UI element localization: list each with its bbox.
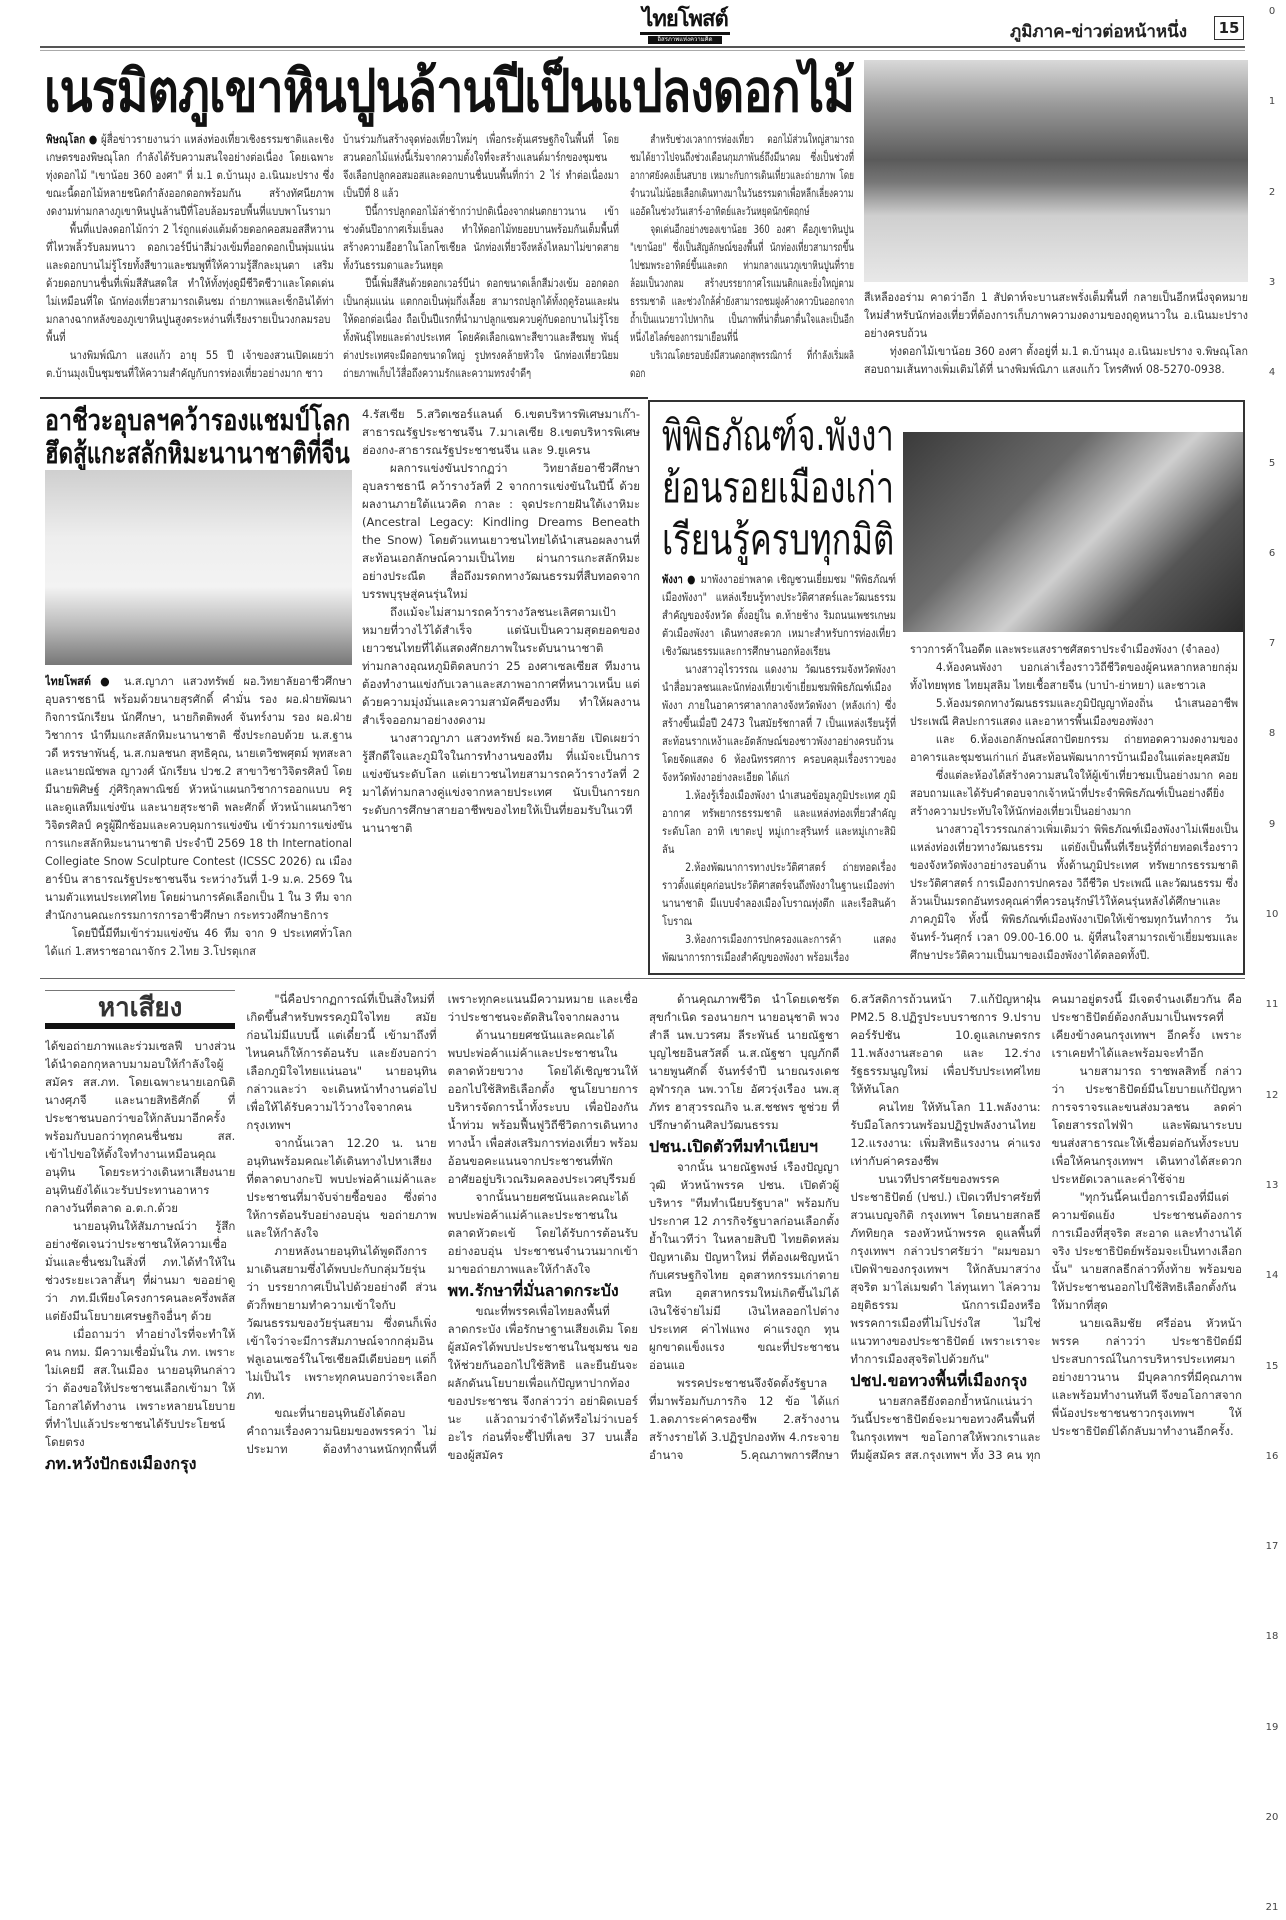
article1-column-1: พิษณุโลก ● ผู้สื่อข่าวรายงานว่า แหล่งท่องเที่ยวเชิงธรรมชาติและเชิงเกษตรของพิษณุโลก กำลังได้รับความสนใจอย่างต่อเนื่อง โดยเฉพาะทุ่งดอกไม้ "เขาน้อย 360 องศา" ที่ ม.1 ต.บ้านมุง อ.เนินมะปราง ซึ่งขณะนี้ดอกไม้หลายชนิดกำลังออกดอกพร้อมกัน สร้างทัศนียภาพงดงามท่ามกลางภูเขาหินปูนล้านปีที่โอบล้อมรอบพื้นที่แบบพาโนรามา พื้นที่แปลงดอกไม้กว่า 2 ไร่ถูกแต่งแต้มด้วยดอกคอสมอสสีหวานที่ไหวพลิ้วรับลมหนาว ดอกเวอร์บีน่าสีม่วงเข้มที่ออกดอกเป็นพุ่มแน่น และดอกบานไม่รู้โรยทั้งสีขาวและชมพูที่ให้ความรู้สึกละมุนตา เสริมด้วยดอกบานชื่นที่เพิ่มสีสันสดใส ทำให้ทั้งทุ่งดูมีชีวิตชีวาและโดดเด่นไม่เหมือนที่ใด นักท่องเที่ยวสามารถเดินชม ถ่ายภาพและเช็กอินได้ท่ามกลางฉากหลังของภูเขาหินปูนสูงตระหง่านที่เรียงรายเป็นวงกลมรอบพื้นที่ นางพิมพ์ณิภา แสงแก้ว อายุ 55 ปี เจ้าของสวนเปิดเผยว่า ต.บ้านมุงเป็นชุมชนที่ให้ความสำคัญกับการท่องเที่ยวอย่างมาก ชาว	[46, 132, 334, 380]
page-number: 15	[1214, 16, 1244, 40]
snow-sculpture-photo	[45, 470, 352, 665]
ruler-mark: 3	[1268, 276, 1276, 288]
paragraph: ขณะที่นายอนุทินยังได้ตอบคำถามเรื่องความนิยมของพรรคว่า ไม่ประมาท ต้องทำงานหนักทุกพื้นที่ เพราะทุกคะแนนมีความหมาย และเชื่อว่าประชาชนจะตัดสินใจจากผลงาน	[246, 992, 638, 1456]
article2-column-2: 4.รัสเซีย 5.สวิตเซอร์แลนด์ 6.เขตบริหารพิเศษมาเก๊า-สาธารณรัฐประชาชนจีน 7.มาเลเซีย 8.เขตบริหารพิเศษฮ่องกง-สาธารณรัฐประชาชนจีน และ 9.ยูเครน ผลการแข่งขันปรากฏว่า วิทยาลัยอาชีวศึกษาอุบลราชธานี คว้ารางวัลที่ 2 จากการแข่งขันในปีนี้ ด้วยผลงานภายใต้แนวคิด กาละ : จุดประกายฝันใต้เงาหิมะ (Ancestral Legacy: Kindling Dreams Beneath the Snow) โดยตัวแทนเยาวชนไทยได้นำเสนอผลงานที่สะท้อนเอกลักษณ์ความเป็นไทย ผ่านการแกะสลักหิมะอย่างประณีต สื่อถึงมรดกทางวัฒนธรรมที่สืบทอดจากบรรพบุรุษสู่คนรุ่นใหม่ ถึงแม้จะไม่สามารถคว้ารางวัลชนะเลิศตามเป้าหมายที่วางไว้ได้สำเร็จ แต่นับเป็นความสุดยอดของเยาวชนไทยที่ได้แสดงศักยภาพในระดับนานาชาติ ท่ามกลางอุณหภูมิติดลบกว่า 25 องศาเซลเซียส ทีมงานต้องทำงานแข่งกับเวลาและสภาพอากาศที่หนาวเหน็บ แต่ด้วยความมุ่งมั่นและความสามัคคีของทีม ทำให้ผลงานสำเร็จออกมาอย่างงดงาม นางสาวญาภา แสวงทรัพย์ ผอ.วิทยาลัย เปิดเผยว่า รู้สึกดีใจและภูมิใจในการทำงานของทีม ที่แม้จะเป็นการแข่งขันระดับโลก แต่เยาวชนไทยสามารถคว้ารางวัลที่ 2 มาได้ท่ามกลางคู่แข่งจากหลายประเทศ นับเป็นการยกระดับการศึกษาสายอาชีพของไทยให้เป็นที่ยอมรับในเวทีนานาชาติ	[362, 407, 640, 835]
subheading: ภท.หวังปักธงเมืองกรุง	[45, 1454, 197, 1473]
paragraph: "ทุกวันนี้คนเบื่อการเมืองที่มีแต่ความขัดแย้ง ประชาชนต้องการการเมืองที่สุจริต สะอาด และทำงานได้จริง ประชาธิปัตย์พร้อมจะเป็นทางเลือกนั้น" นายสกลธีกล่าวทิ้งท้าย พร้อมขอให้ประชาชนออกไปใช้สิทธิเลือกตั้งกันให้มากที่สุด	[1051, 1190, 1242, 1312]
subheading: ปชป.ขอทวงพื้นที่เมืองกรุง	[850, 1371, 1028, 1390]
article1-column-2: บ้านร่วมกันสร้างจุดท่องเที่ยวใหม่ๆ เพื่อกระตุ้นเศรษฐกิจในพื้นที่ โดยสวนดอกไม้แห่งนี้เริ่มจากความตั้งใจที่จะสร้างแลนด์มาร์กของชุมชน จึงเลือกปลูกคอสมอสและดอกบานชื่นบนพื้นที่กว่า 2 ไร่ ทำต่อเนื่องมาเป็นปีที่ 8 แล้ว ปีนี้การปลูกดอกไม้ล่าช้ากว่าปกติเนื่องจากฝนตกยาวนาน เข้าช่วงต้นปีอากาศเริ่มเย็นลง ทำให้ดอกไม้ทยอยบานพร้อมกันเต็มพื้นที่ สร้างความฮือฮาในโลกโซเชียล นักท่องเที่ยวจึงหลั่งไหลมาไม่ขาดสายทั้งวันธรรมดาและวันหยุด ปีนี้เพิ่มสีสันด้วยดอกเวอร์บีน่า ดอกขนาดเล็กสีม่วงเข้ม ออกดอกเป็นกลุ่มแน่น แตกกอเป็นพุ่มกึ่งเลื้อย สามารถปลูกได้ทั้งฤดูร้อนและฝน ให้ดอกต่อเนื่อง ถือเป็นปีแรกที่นำมาปลูกแซมควบคู่กับดอกบานไม่รู้โรยทั้งพันธุ์ไทยและต่างประเทศ โดยคัดเลือกเฉพาะสีขาวและสีชมพู พันธุ์ต่างประเทศจะมีดอกขนาดใหญ่ รูปทรงคล้ายหัวใจ นักท่องเที่ยวนิยมถ่ายภาพเก็บไว้สื่อถึงความรักและความทรงจำดีๆ	[343, 132, 619, 380]
subheading: พท.รักษาที่มั่นลาดกระบัง	[447, 1281, 619, 1300]
ruler-mark: 15	[1265, 1360, 1279, 1372]
ruler-mark: 18	[1265, 1631, 1279, 1643]
paragraph: "นี่คือปรากฏการณ์ที่เป็นสิ่งใหม่ที่เกิดขึ้นสำหรับพรรคภูมิใจไทย สมัยก่อนไม่มีแบบนี้ แต่เดี๋ยวนี้ เข้ามาถึงที่ไหนคนก็ให้การต้อนรับ และยังบอกว่าเลือกภูมิใจไทยแน่นอน" นายอนุทินกล่าวและว่า จะเดินหน้าทำงานต่อไปเพื่อให้ได้รับความไว้วางใจจากคนกรุงเทพฯ	[246, 992, 437, 1132]
article1-column-3: สำหรับช่วงเวลาการท่องเที่ยว ดอกไม้ส่วนใหญ่สามารถชมได้ยาวไปจนถึงช่วงเดือนกุมภาพันธ์ถึงมีนาคม ซึ่งเป็นช่วงที่อากาศยังคงเย็นสบาย เหมาะกับการเดินเที่ยวและถ่ายภาพ โดยจำนวนไม่น้อยเลือกเดินทางมาในวันธรรมดาเพื่อหลีกเลี่ยงความแออัดในช่วงวันเสาร์-อาทิตย์และวันหยุดนักขัตฤกษ์ จุดเด่นอีกอย่างของเขาน้อย 360 องศา คือภูเขาหินปูน "เขาน้อย" ซึ่งเป็นสัญลักษณ์ของพื้นที่ นักท่องเที่ยวสามารถขึ้นไปชมพระอาทิตย์ขึ้นและตก ท่ามกลางแนวภูเขาหินปูนที่รายล้อมเป็นวงกลม สร้างบรรยากาศโรแมนติกและยิ่งใหญ่ตามธรรมชาติ และช่วงใกล้ค่ำยังสามารถชมฝูงค้างคาวบินออกจากถ้ำเป็นแนวยาวไปหากิน เป็นภาพที่น่าตื่นตาตื่นใจและเป็นอีกหนึ่งไฮไลต์ของการมาเยือนที่นี่ บริเวณโดยรอบยังมีสวนดอกสุพรรณิการ์ ที่กำลังเริ่มผลิดอก	[630, 132, 854, 380]
campaign-news-columns	[45, 990, 1242, 1910]
ruler-mark: 6	[1268, 547, 1276, 559]
article-divider	[40, 397, 648, 399]
ruler-mark: 19	[1265, 1721, 1279, 1733]
ruler-mark: 21	[1265, 1902, 1279, 1914]
paragraph: จากนั้น นายณัฐพงษ์ เรืองปัญญาวุฒิ หัวหน้าพรรค ปชน. เปิดตัวผู้บริหาร "ทีมทำเนียบรัฐบาล" พร้อมกับประกาศ 12 ภารกิจรัฐบาลก่อนเลือกตั้ง ย้ำในเวทีว่า ในหลายสิบปี ไทยติดหล่มปัญหาเดิม ปัญหาใหม่ ที่ต้องเผชิญหน้ากับเศรษฐกิจไทย อุตสาหกรรมเก่าตายสนิท อุตสาหกรรมใหม่เกิดขึ้นไม่ได้ เงินใช้จ่ายไม่มี เงินไหลออกไปต่างประเทศ ค่าไฟแพง ค่าแรงถูก ทุนผูกขาดแข็งแรง ขณะที่ประชาชนอ่อนแอ	[648, 1160, 840, 1372]
ruler-mark: 11	[1265, 999, 1279, 1011]
header-rule-thin	[40, 50, 1245, 51]
newspaper-logo: ไทยโพสต์ อิสรภาพแห่งความคิด	[640, 8, 730, 44]
ruler-mark: 20	[1265, 1812, 1279, 1823]
article3-column-2: ราวการค้าในอดีต และพระแสงราชศัสตราประจำเมืองพังงา (จำลอง) 4.ห้องคนพังงา บอกเล่าเรื่องราววิถีชีวิตของผู้คนหลากหลายกลุ่ม ทั้งไทยพุทธ ไทยมุสลิม ไทยเชื้อสายจีน (บาบ๋า-ย่าหยา) และชาวเล 5.ห้องมรดกทางวัฒนธรรมและภูมิปัญญาท้องถิ่น นำเสนออาชีพ ประเพณี ศิลปะการแสดง และอาหารพื้นเมืองของพังงา และ 6.ห้องเอกลักษณ์สถาปัตยกรรม ถ่ายทอดความงดงามของอาคารและชุมชนเก่าแก่ อันสะท้อนพัฒนาการบ้านเมืองในแต่ละยุคสมัย ซึ่งแต่ละห้องได้สร้างความสนใจให้ผู้เข้าเที่ยวชมเป็นอย่างมาก คอยสอบถามและได้รับคำตอบจากเจ้าหน้าที่ประจำพิพิธภัณฑ์เป็นอย่างดียิ่ง สร้างความประทับใจให้นักท่องเที่ยวเป็นอย่างมาก นางสาวอุไรวรรณกล่าวเพิ่มเติมว่า พิพิธภัณฑ์เมืองพังงาไม่เพียงเป็นแหล่งท่องเที่ยวทางวัฒนธรรม แต่ยังเป็นพื้นที่เรียนรู้ที่ถ่ายทอดเรื่องราวของจังหวัดพังงาอย่างรอบด้าน ทั้งด้านภูมิประเทศ ทรัพยากรธรรมชาติ ประวัติศาสตร์ การเมืองการปกครอง วิถีชีวิต ประเพณี และวัฒนธรรม ซึ่งล้วนเป็นมรดกอันทรงคุณค่าที่ควรอนุรักษ์ไว้ให้คนรุ่นหลังได้ศึกษาและภาคภูมิใจ ทั้งนี้ พิพิธภัณฑ์เมืองพังงาเปิดให้เข้าชมทุกวันทำการ วันจันทร์-วันศุกร์ เวลา 09.00-16.00 น. ผู้ที่สนใจสามารถเข้าเยี่ยมชมและศึกษาประวัติความเป็นมาของเมืองพังงาได้ตลอดทั้งปี.	[910, 642, 1238, 962]
section-divider	[40, 978, 1245, 979]
paragraph: ภายหลังนายอนุทินได้พูดถึงการมาเดินสยามซึ่งได้พบปะกับกลุ่มวัยรุ่นว่า บรรยากาศเป็นไปด้วยอย่างดี ส่วนตัวก็พยายามทำความเข้าใจกับวัฒนธรรมของวัยรุ่นสยาม ซึ่งตนก็เพิ่งเข้าใจว่าจะมีการสัมภาษณ์จากกลุ่มอินฟลูเอนเซอร์ในโซเชียลมีเดียบ่อยๆ แต่ก็ไม่เป็นไร เพราะทุกคนบอกว่าจะเลือก ภท.	[246, 1244, 437, 1402]
campaign-section-header: หาเสียง	[45, 990, 235, 1029]
ruler-mark: 0	[1268, 6, 1276, 17]
ruler-mark: 9	[1268, 818, 1276, 830]
ruler-mark: 1	[1268, 96, 1276, 108]
paragraph: นายเฉลิมชัย ศรีอ่อน หัวหน้าพรรค กล่าวว่า ประชาธิปัตย์มีประสบการณ์ในการบริหารประเทศมาอย่างยาวนาน มีบุคลากรที่มีคุณภาพและพร้อมทำงานทันที จึงขอโอกาสจากพี่น้องประชาชนชาวกรุงเทพฯ ให้ประชาธิปัตย์ได้กลับมาทำงานอีกครั้ง.	[1051, 1316, 1242, 1438]
header-rule	[40, 46, 1245, 48]
ruler-mark: 14	[1265, 1270, 1279, 1282]
subheading: ปชน.เปิดตัวทีมทำเนียบฯ	[648, 1137, 818, 1156]
ruler-mark: 2	[1268, 186, 1276, 198]
paragraph: ด้านคุณภาพชีวิต นำโดยเดชรัต สุขกำเนิด รองนายกฯ นายอนุชาติ พวงสำลี นพ.บวรศม ลีระพันธ์ นายณัฐชา บุญไชยอินสวัสดิ์ น.ส.ณัฐชา บุญภักดี นายพูนศักดิ์ จันทร์จำปี นายณรงเดช อุฬารกุล นพ.วาโย อัศวรุ่งเรือง นพ.สุภัทร ฮาสุวรรณกิจ น.ส.ชชพร ชูช่วย ที่ปรึกษาด้านศิลปวัฒนธรรม	[648, 992, 840, 1132]
ruler-mark: 10	[1265, 909, 1279, 920]
ruler-mark: 8	[1268, 728, 1276, 740]
ruler-mark: 17	[1265, 1541, 1279, 1553]
article1-headline: เนรมิตภูเขาหินปูนล้านปีเป็นแปลงดอกไม้	[44, 57, 855, 125]
paragraph: ด้านนายยศชนันและคณะได้พบปะพ่อค้าแม่ค้าและประชาชนในตลาดห้วยขวาง โดยได้เชิญชวนให้ออกไปใช้สิทธิเลือกตั้ง ชูนโยบายการบริหารจัดการน้ำทั้งระบบ เพื่อป้องกันน้ำท่วม พร้อมฟื้นฟูวิถีชีวิตการเดินทางทางน้ำ เพื่อส่งเสริมการท่องเที่ยว พร้อมอ้อนขอคะแนนจากประชาชนที่พักอาศัยอยู่บริเวณริมคลองประเวศบุรีรมย์	[447, 1028, 638, 1186]
paragraph: จากนั้นเวลา 12.20 น. นายอนุทินพร้อมคณะได้เดินทางไปหาเสียงที่ตลาดบางกะปิ พบปะพ่อค้าแม่ค้าและประชาชนที่มาจับจ่ายซื้อของ ซึ่งต่างให้การต้อนรับอย่างอบอุ่น ขอถ่ายภาพและให้กำลังใจ	[246, 1136, 437, 1240]
paragraph: เมื่อถามว่า ทำอย่างไรที่จะทำให้คน กทม. มีความเชื่อมั่นใน ภท. เพราะไม่เคยมี สส.ในเมือง นายอนุทินกล่าวว่า ต้องขอให้ประชาชนเลือกเข้ามา ให้โอกาสได้ทำงาน เพราะหลายนโยบายที่ทำไปแล้วประชาชนได้รับประโยชน์โดยตรง	[45, 1327, 236, 1449]
ruler-mark: 12	[1265, 1089, 1279, 1101]
article3-column-1: พังงา ● มาพังงาอย่าพลาด เชิญชวนเยี่ยมชม "พิพิธภัณฑ์เมืองพังงา" แหล่งเรียนรู้ทางประวัติศาสตร์และวัฒนธรรมสำคัญของจังหวัด ตั้งอยู่ใน ต.ท้ายช้าง ริมถนนเพชรเกษม ตัวเมืองพังงา เดินทางสะดวก เหมาะสำหรับการท่องเที่ยวเชิงวัฒนธรรมและการศึกษานอกห้องเรียน นางสาวอุไรวรรณ แดงงาม วัฒนธรรมจังหวัดพังงา นำสื่อมวลชนและนักท่องเที่ยวเข้าเยี่ยมชมพิพิธภัณฑ์เมืองพังงา ภายในอาคารศาลากลางจังหวัดพังงา (หลังเก่า) ซึ่งสร้างขึ้นเมื่อปี 2473 ในสมัยรัชกาลที่ 7 เป็นแหล่งเรียนรู้ที่สะท้อนรากเหง้าและอัตลักษณ์ของชาวพังงาอย่างครบถ้วน โดยจัดแสดง 6 ห้องนิทรรศการ ครอบคลุมเรื่องราวของจังหวัดพังงาอย่างละเอียด ได้แก่ 1.ห้องรู้เรื่องเมืองพังงา นำเสนอข้อมูลภูมิประเทศ ภูมิอากาศ ทรัพยากรธรรมชาติ และแหล่งท่องเที่ยวสำคัญระดับโลก อาทิ เขาตะปู หมู่เกาะสุรินทร์ และหมู่เกาะสิมิลัน 2.ห้องพัฒนาการทางประวัติศาสตร์ ถ่ายทอดเรื่องราวตั้งแต่ยุคก่อนประวัติศาสตร์จนถึงพังงาในฐานะเมืองท่านานาชาติ มีแบบจำลองเมืองโบราณทุ่งตึก และเรือสินค้าโบราณ 3.ห้องการเมืองการปกครองและการค้า แสดงพัฒนาการการเมืองสำคัญของพังงา พร้อมเรื่อง	[662, 572, 896, 964]
paragraph: นายสกลธียังตอกย้ำหนักแน่นว่า วันนี้ประชาธิปัตย์จะมาขอทวงคืนพื้นที่ในกรุงเทพฯ ขอโอกาสให้พวกเราและทีมผู้สมัคร สส.กรุงเทพฯ ทั้ง 33 คน ทุกคนมาอยู่ตรงนี้ มีเจตจำนงเดียวกัน คือ ประชาธิปัตย์ต้องกลับมาเป็นพรรคที่เคียงข้างคนกรุงเทพฯ อีกครั้ง เพราะเราเคยทำได้และพร้อมจะทำอีก	[850, 992, 1242, 1462]
ruler-mark: 4	[1268, 367, 1276, 379]
ruler-mark: 13	[1265, 1179, 1279, 1191]
paragraph: นายอนุทินให้สัมภาษณ์ว่า รู้สึกอย่างชัดเจนว่าประชาชนให้ความเชื่อมั่นและชื่นชมในสิ่งที่ ภท.ได้ทำให้ในช่วงระยะเวลาสั้นๆ ที่ผ่านมา ขออย่าดูว่า ภท.มีเพียงโครงการคนละครึ่งพลัส แต่ยังมีนโยบายเศรษฐกิจอื่นๆ ด้วย	[45, 1219, 236, 1323]
paragraph: นายสามารถ ราชพลสิทธิ์ กล่าวว่า ประชาธิปัตย์มีนโยบายแก้ปัญหาการจราจรและขนส่งมวลชน ลดค่าโดยสารรถไฟฟ้า และพัฒนาระบบขนส่งสาธารณะให้เชื่อมต่อกันทั้งระบบ เพื่อให้คนกรุงเทพฯ เดินทางได้สะดวก ประหยัดเวลาและค่าใช้จ่าย	[1051, 1064, 1242, 1186]
ruler-mark: 5	[1268, 457, 1276, 469]
ruler-mark: 7	[1268, 638, 1276, 650]
paragraph: ขณะที่พรรคเพื่อไทยลงพื้นที่ลาดกระบัง เพื่อรักษาฐานเสียงเดิม โดยผู้สมัครได้พบปะประชาชนในชุมชน ขอให้ช่วยกันออกไปใช้สิทธิ และยืนยันจะผลักดันนโยบายเพื่อแก้ปัญหาปากท้องของประชาชน จึงกล่าวว่า อย่าผิดเบอร์นะ แล้วถามว่าจำได้หรือไม่ว่าเบอร์อะไร ก่อนที่จะชี้ไปที่เลข 37 บนเสื้อของผู้สมัคร	[447, 1304, 638, 1462]
ruler-mark: 16	[1265, 1450, 1279, 1462]
article2-headline: อาชีวะอุบลฯคว้ารองแชมป์โลก ฮึดสู้แกะสลักหิมะนานาชาติที่จีน	[45, 403, 351, 470]
article3-headline: พิพิธภัณฑ์จ.พังงา ย้อนรอยเมืองเก่า เรียนรู้ครบทุกมิติ	[662, 411, 895, 564]
paragraph: ได้ขอถ่ายภาพและร่วมเซลฟี บางส่วนได้นำดอกกุหลาบมามอบให้กำลังใจผู้สมัคร สส.ภท. โดยเฉพาะนายเอกนิติ นางศุภจี และนายสิทธิศักดิ์ ที่ประชาชนบอกว่าขอให้กลับมาอีกครั้ง พร้อมกับบอกว่าทุกคนชื่นชม สส. เข้าไปขอให้ตั้งใจทำงานเหมือนคุณอนุทิน โดยระหว่างเดินหาเสียงนายอนุทินยังได้แวะรับประทานอาหารกลางวันที่ตลาด อ.ต.ก.ด้วย	[45, 1039, 236, 1215]
paragraph: พรรคประชาชนจึงจัดตั้งรัฐบาลที่มาพร้อมกับภารกิจ 12 ข้อ ได้แก่ 1.ลดภาระค่าครองชีพ 2.สร้างงานสร้างรายได้ 3.ปฏิรูปกองทัพ 4.กระจายอำนาจ 5.คุณภาพการศึกษา 6.สวัสดิการถ้วนหน้า 7.แก้ปัญหาฝุ่น PM2.5 8.ปฏิรูประบบราชการ 9.ปราบคอร์รัปชัน 10.ดูแลเกษตรกร 11.พลังงานสะอาด และ 12.ร่างรัฐธรรมนูญใหม่ เพื่อปรับประเทศไทยให้ทันโลก	[648, 992, 1041, 1462]
article2-column-1: ไทยโพสต์ ● น.ส.ญาภา แสวงทรัพย์ ผอ.วิทยาลัยอาชีวศึกษาอุบลราชธานี พร้อมด้วยนายสุรศักดิ์ คำมั่น รอง ผอ.ฝ่ายพัฒนากิจการนักเรียน นักศึกษา, นายกิตติพงศ์ จันทร์งาม รอง ผอ.ฝ่ายวิชาการ นำทีมแกะสลักหิมะนานาชาติ ซึ่งประกอบด้วย น.ส.ฐานวดี หรรษาพันธุ์, น.ส.กมลชนก สุทธิคุณ, นายเตวิชพศุตม์ พุทสะลา และนายณัชพล ญาวงศ์ นักเรียน ปวช.2 สาขาวิชาวิจิตรศิลป์ โดยมีนายพิศิษฐ์ ภู่ศิริกุลพาณิชย์ หัวหน้าแผนกวิชาการออกแบบ ครูและดูแลทีมแข่งขัน และนายสุระชาติ พละศักดิ์ หัวหน้าแผนกวิชาวิจิตรศิลป์ ครูผู้ฝึกซ้อมและควบคุมการแข่งขัน เข้าร่วมการแข่งขันการแกะสลักหิมะนานาชาติ ประจำปี 2569 18 th International Collegiate Snow Sculpture Contest (ICSSC 2026) ณ เมืองฮาร์บิน สาธารณรัฐประชาชนจีน ระหว่างวันที่ 1-9 ม.ค. 2569 ในนามตัวแทนประเทศไทย โดยผ่านการคัดเลือกเป็น 1 ใน 3 ทีม จากสำนักงานคณะกรรมการการอาชีวศึกษา กระทรวงศึกษาธิการ โดยปีนี้มีทีมเข้าร่วมแข่งขัน 46 ทีม จาก 9 ประเทศทั่วโลก ได้แก่ 1.สหราชอาณาจักร 2.ไทย 3.โปรตุเกส	[45, 674, 352, 958]
section-title: ภูมิภาค-ข่าวต่อหน้าหนึ่ง	[1010, 22, 1188, 42]
paragraph: จากนั้นนายยศชนันและคณะได้พบปะพ่อค้าแม่ค้าและประชาชนในตลาดหัวตะเข้ โดยได้รับการต้อนรับอย่างอบอุ่น ประชาชนจำนวนมากเข้ามาขอถ่ายภาพและให้กำลังใจ	[447, 1190, 638, 1276]
article1-column-4: สีเหลืองอร่าม คาดว่าอีก 1 สัปดาห์จะบานสะพรั่งเต็มพื้นที่ กลายเป็นอีกหนึ่งจุดหมายใหม่สำหรับนักท่องเที่ยวที่ต้องการเก็บภาพความงดงามของฤดูหนาวใน อ.เนินมะปรางอย่างครบถ้วน ทุ่งดอกไม้เขาน้อย 360 องศา ตั้งอยู่ที่ ม.1 ต.บ้านมุง อ.เนินมะปราง จ.พิษณุโลก สอบถามเส้นทางเพิ่มเติมได้ที่ นางพิมพ์ณิภา แสงแก้ว โทรศัพท์ 08-5270-0938.	[864, 290, 1248, 376]
paragraph: บนเวทีปราศรัยของพรรคประชาธิปัตย์ (ปชป.) เปิดเวทีปราศรัยที่สวนเบญจกิติ กรุงเทพฯ โดยนายสกลธี ภัททิยกุล รองหัวหน้าพรรค ดูแลพื้นที่กรุงเทพฯ กล่าวปราศรัยว่า "ผมขอมาเปิดฟ้าของกรุงเทพฯ ให้กลับมาสว่าง สุจริต มาไล่เมฆดำ ไล่ทุนเทา ไล่ความอยุติธรรม นักการเมืองหรือพรรคการเมืองที่ไม่โปร่งใส ไม่ใช่แนวทางของประชาธิปัตย์ เพราะเราจะทำการเมืองสุจริตไปด้วยกัน"	[850, 1172, 1041, 1366]
paragraph: คนไทย ให้ทันโลก 11.พลังงาน: รับมือโลกรวนพร้อมปฏิรูปพลังงานไทย 12.แรงงาน: เพิ่มสิทธิแรงงาน ค่าแรงเท่ากับค่าครองชีพ	[850, 1100, 1041, 1168]
